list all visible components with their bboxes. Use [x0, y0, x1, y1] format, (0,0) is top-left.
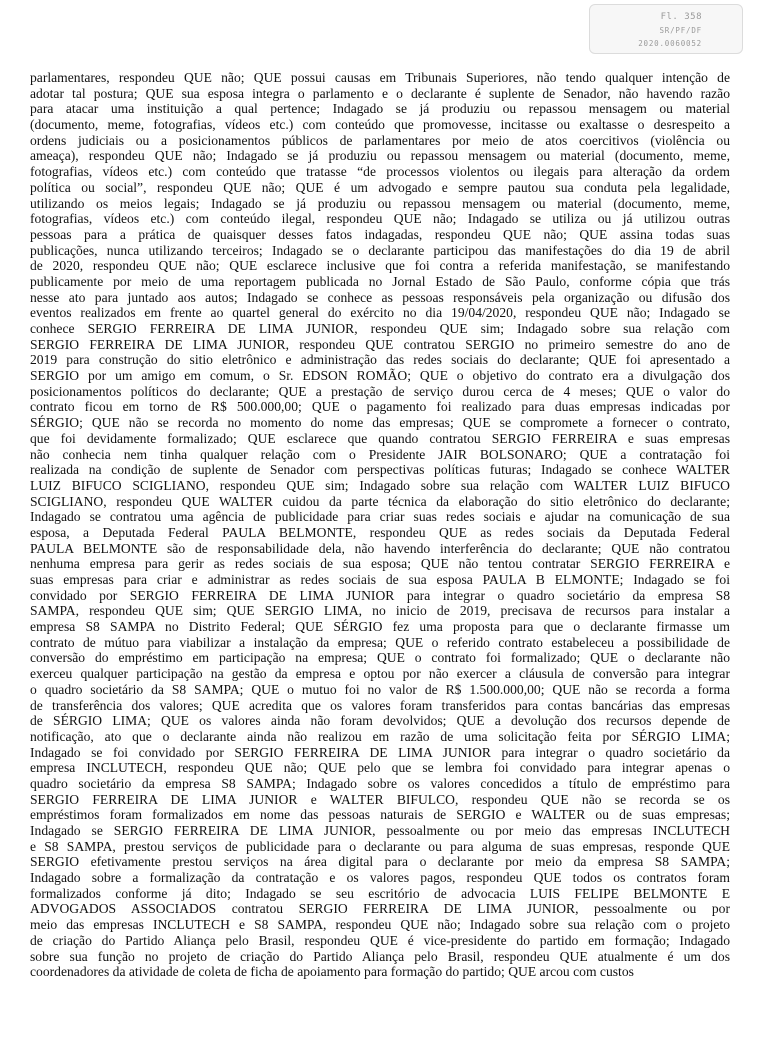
text-line: exerceu qualquer participação na gestão da empresa e optou por não exercer a cláusula de conversão para integrar	[30, 666, 730, 682]
text-line: quadro societário da empresa S8 SAMPA; Indagado sobre os valores concedidos a título de empréstimo para	[30, 775, 730, 791]
text-line: de SÉRGIO LIMA; QUE os valores ainda não foram devolvidos; QUE a devolução dos recursos depende de	[30, 713, 730, 729]
text-line: coordenadores da atividade de coleta de ficha de apoiamento para formação do partido; QUE arcou com custos	[30, 964, 634, 980]
text-line: SAMPA, respondeu QUE sim; QUE SERGIO LIMA, no inicio de 2019, precisava de recursos para instalar a	[30, 603, 730, 619]
text-line: Indagado se foi convidado por SERGIO FERREIRA DE LIMA JUNIOR para integrar o quadro societário da	[30, 744, 730, 760]
text-line: para atacar uma instituição a qual pertence; Indagado se já produziu ou repassou mensagem ou material	[30, 101, 730, 117]
text-line: SERGIO por um amigo em comum, o Sr. EDSON ROMÃO; QUE o objetivo do contrato era a divulgação dos	[30, 368, 730, 384]
text-line: nenhuma empresa para gerir as redes sociais de sua esposa; QUE não tentou contratar SERGIO FERREIRA e	[30, 556, 730, 572]
text-line: Indagado se contratou uma agência de publicidade para criar suas redes sociais e ajudar na comunicação de sua	[30, 509, 730, 525]
stamp-process-number: 2020.0060052	[638, 39, 702, 48]
text-line: convidado por SERGIO FERREIRA DE LIMA JUNIOR para integrar o quadro societário da empresa S8	[30, 587, 730, 603]
text-line: conhece SERGIO FERREIRA DE LIMA JUNIOR, respondeu QUE sim; Indagado sobre sua relação com	[30, 321, 730, 336]
text-line: publicações, nunca utilizando terceiros; Indagado se o declarante participou das manifestações do dia 19 de abril	[30, 242, 730, 258]
stamp-page-number: Fl. 358	[660, 12, 702, 22]
text-line: o quadro societário da S8 SAMPA; QUE o mutuo foi no valor de R$ 1.500.000,00; QUE não se recorda a forma	[30, 681, 730, 697]
text-line: de transferência dos valores; QUE acredita que os valores foram transferidos para contas bancárias das empresas	[30, 697, 730, 713]
text-line: contrato de mútuo para viabilizar a instalação da empresa; QUE o referido contrato estabeleceu a possibilidade de	[30, 634, 730, 650]
text-line: de 2020, respondeu QUE não; QUE esclarece inclusive que foi contra a referida manifestação, se manifestando	[30, 258, 730, 274]
text-line: SERGIO efetivamente prestou serviços na área digital para o declarante por meio da empresa S8 SAMPA;	[30, 854, 730, 870]
text-line: ADVOGADOS ASSOCIADOS contratou SERGIO FERREIRA DE LIMA JUNIOR, pessoalmente ou por	[30, 901, 730, 917]
text-line: sobre sua função no projeto de criação do Partido Aliança pelo Brasil, respondeu QUE atualmente é um dos	[30, 948, 730, 964]
text-line: (documento, meme, fotografias, vídeos etc.) com conteúdo que promovesse, incitasse ou exaltasse o desrespeito a	[30, 117, 730, 133]
text-line: LUIZ BIFUCO SCIGLIANO, respondeu QUE sim; Indagado sobre sua relação com WALTER LUIZ BIFUCO	[30, 477, 730, 493]
text-line: de criação do Partido Aliança pelo Brasil, respondeu QUE é vice-presidente do partido em formação; Indagado	[30, 932, 730, 948]
text-line: esposa, a Deputada Federal PAULA BELMONTE, respondeu QUE as redes sociais da Deputada Federal	[30, 524, 730, 540]
text-line: SCIGLIANO, respondeu QUE WALTER cuidou da parte técnica da elaboração do sitio eletrônico do declarante;	[30, 493, 730, 509]
text-line: 2019 para construção do sitio eletrônico e administração das redes sociais do declarante; QUE foi apresentado a	[30, 352, 730, 368]
text-line: empréstimos foram formalizados em nome das pessoas naturais de SERGIO e WALTER ou de suas empresas;	[30, 807, 730, 823]
text-line: não conhecia nem tinha qualquer relação com o Presidente JAIR BOLSONARO; QUE a contratação foi	[30, 446, 730, 462]
text-line: pessoas para a prática de quaisquer desses fatos indagadas, respondeu QUE não; QUE assina todas suas	[30, 226, 730, 242]
text-line: posicionamentos políticos do declarante; QUE a prestação de serviço durou cerca de 4 meses; QUE o valor do	[30, 383, 730, 399]
text-line: nesse ato para juntado aos autos; Indagado se conhece as pessoas responsáveis pela organização ou difusão dos	[30, 289, 730, 305]
text-line: política ou social”, respondeu QUE não; QUE é um advogado e sempre pautou sua conduta pela legalidade,	[30, 179, 730, 195]
text-line: empresa INCLUTECH, respondeu QUE não; QUE pelo que se lembra foi convidado para integrar apenas o	[30, 760, 730, 776]
text-line: Indagado sobre a formalização da contratação e os valores pagos, respondeu QUE todos os contratos foram	[30, 870, 730, 886]
text-line: empresa S8 SAMPA no Distrito Federal; QUE SÉRGIO fez uma proposta para que o declarante firmasse um	[30, 619, 730, 635]
text-line: que foi devidamente formalizado; QUE esclarece que quando contratou SERGIO FERREIRA e suas empresas	[30, 430, 730, 446]
text-line: meio das empresas INCLUTECH e S8 SAMPA, respondeu QUE não; Indagado sobre sua relação com o projeto	[30, 917, 730, 933]
page-stamp	[589, 4, 743, 54]
stamp-unit: SR/PF/DF	[659, 26, 702, 35]
text-line: ordens judiciais ou a posicionamentos públicos de parlamentares por meio de atos coercitivos (violência ou	[30, 132, 730, 148]
text-line: contrato ficou em torno de R$ 500.000,00; QUE o pagamento foi realizado para duas empresas indicadas por	[30, 399, 730, 415]
text-line: adotar tal postura; QUE sua esposa integra o parlamento e o declarante é suplente de Senador, não havendo razão	[30, 85, 730, 101]
text-line: eventos realizados em frente ao quartel general do exército no dia 19/04/2020, respondeu QUE não; Indagado se	[30, 305, 730, 321]
text-line: SERGIO FERREIRA DE LIMA JUNIOR, respondeu QUE contratou SERGIO no primeiro semestre do ano de	[30, 336, 730, 352]
text-line: conversão do empréstimo em participação na empresa; QUE o contrato foi formalizado; QUE o declarante não	[30, 650, 730, 666]
text-line: utilizando os meios legais; Indagado se já produziu ou repassou mensagem ou material (documento, meme,	[30, 195, 730, 211]
text-line: parlamentares, respondeu QUE não; QUE possui causas em Tribunais Superiores, não tendo qualquer intenção de	[30, 70, 730, 85]
text-line: ameaça), respondeu QUE não; Indagado se já produziu ou repassou mensagem ou material (documento, meme,	[30, 148, 730, 164]
text-line: fotografias, vídeos etc.) com conteúdo que tratasse “de processos violentos ou ilegais para alteração da ordem	[30, 164, 730, 180]
text-line: Indagado se SERGIO FERREIRA DE LIMA JUNIOR, pessoalmente ou por meio das empresas INCLUTECH	[30, 823, 730, 838]
text-line: formalizados conforme já dito; Indagado se seu escritório de advocacia LUIS FELIPE BELMONTE E	[30, 885, 730, 901]
text-line: notificação, ato que o declarante ainda não realizou em razão de uma solicitação feita por SÉRGIO LIMA;	[30, 728, 730, 744]
text-line: publicamente por meio de uma reportagem publicada no Jornal Estado de São Paulo, conforme cópia que trás	[30, 273, 730, 289]
text-line: PAULA BELMONTE são de responsabilidade dela, não havendo interferência do declarante; QUE não contratou	[30, 540, 730, 556]
text-line: e S8 SAMPA, prestou serviços de publicidade para o declarante ou para alguma de suas empresas, responde QUE	[30, 838, 730, 854]
text-line: suas empresas para criar e administrar as redes sociais de sua esposa PAULA B ELMONTE; Indagado se foi	[30, 572, 730, 587]
deposition-text	[30, 70, 730, 980]
text-line: fotografias, vídeos etc.) com conteúdo ilegal, respondeu QUE não; Indagado se utiliza ou já utilizou outras	[30, 211, 730, 227]
text-line: realizada na condição de suplente de Senador com perspectivas políticas futuras; Indagado se conhece WALTER	[30, 462, 730, 478]
text-line: SERGIO FERREIRA DE LIMA JUNIOR e WALTER BIFULCO, respondeu QUE não se recorda se os	[30, 791, 730, 807]
text-line: SÉRGIO; QUE não se recorda no momento do nome das empresas; QUE se compromete a fornecer o contrato,	[30, 415, 730, 431]
